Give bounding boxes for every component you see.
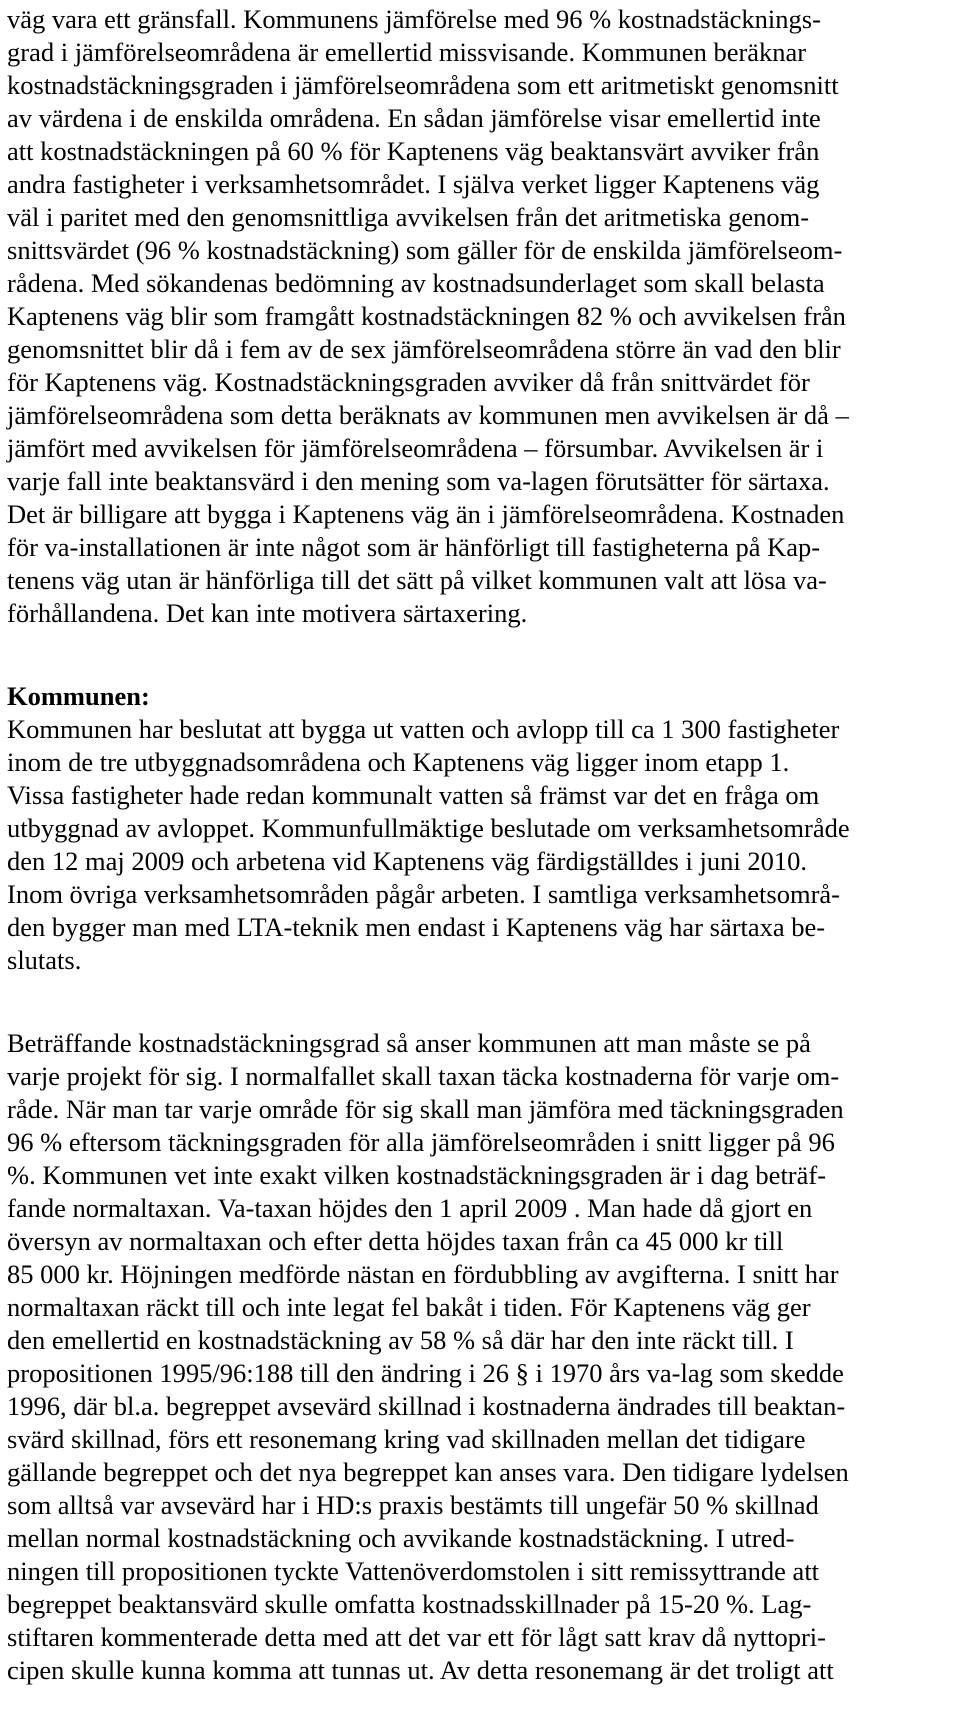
text-line: slutats. — [7, 945, 82, 975]
text-line: inom de tre utbyggnadsområdena och Kaptenens väg ligger inom etapp 1. — [7, 747, 790, 777]
text-line: utbyggnad av avloppet. Kommunfullmäktige beslutade om verksamhetsområde — [7, 813, 850, 843]
text-line: 85 000 kr. Höjningen medförde nästan en fördubbling av avgifterna. I snitt har — [7, 1259, 839, 1289]
text-line: som alltså var avsevärd har i HD:s praxis bestämts till ungefär 50 % skillnad — [7, 1490, 819, 1520]
text-line: ningen till propositionen tyckte Vattenöverdomstolen i sitt remissyttrande att — [7, 1556, 820, 1586]
text-line: Vissa fastigheter hade redan kommunalt vatten så främst var det en fråga om — [7, 780, 820, 810]
text-line: 1996, där bl.a. begreppet avsevärd skillnad i kostnaderna ändrades till beaktan- — [7, 1391, 846, 1421]
text-line: normaltaxan räckt till och inte legat fel bakåt i tiden. För Kaptenens väg ger — [7, 1292, 811, 1322]
text-line: av värdena i de enskilda områdena. En sådan jämförelse visar emellertid inte — [7, 103, 821, 133]
text-line: den bygger man med LTA-teknik men endast i Kaptenens väg har särtaxa be- — [7, 912, 826, 942]
text-line: jämfört med avvikelsen för jämförelseområdena – försumbar. Avvikelsen är i — [7, 433, 824, 463]
text-line: tenens väg utan är hänförliga till det sätt på vilket kommunen valt att lösa va- — [7, 565, 827, 595]
text-line: jämförelseområdena som detta beräknats av kommunen men avvikelsen är då – — [7, 400, 849, 430]
text-line: begreppet beaktansvärd skulle omfatta kostnadsskillnader på 15-20 %. Lag- — [7, 1589, 812, 1619]
text-line: att kostnadstäckningen på 60 % för Kaptenens väg beaktansvärt avviker från — [7, 136, 820, 166]
text-line: för va-installationen är inte något som är hänförligt till fastigheterna på Kap- — [7, 532, 821, 562]
section-heading: Kommunen: — [7, 681, 150, 711]
text-line: den 12 maj 2009 och arbetena vid Kaptenens väg färdigställdes i juni 2010. — [7, 846, 807, 876]
text-line: snittsvärdet (96 % kostnadstäckning) som gäller för de enskilda jämförelseom- — [7, 235, 843, 265]
text-line: väl i paritet med den genomsnittliga avvikelsen från det aritmetiska genom- — [7, 202, 810, 232]
text-line: rådena. Med sökandenas bedömning av kostnadsunderlaget som skall belasta — [7, 268, 825, 298]
text-line: mellan normal kostnadstäckning och avvikande kostnadstäckning. I utred- — [7, 1523, 795, 1553]
text-line: varje fall inte beaktansvärd i den mening som va-lagen förutsätter för särtaxa. — [7, 466, 830, 496]
text-line: propositionen 1995/96:188 till den ändring i 26 § i 1970 års va-lag som skedde — [7, 1358, 844, 1388]
text-line: råde. När man tar varje område för sig skall man jämföra med täckningsgraden — [7, 1094, 844, 1124]
text-line: förhållandena. Det kan inte motivera särtaxering. — [7, 598, 528, 628]
text-line: Det är billigare att bygga i Kaptenens väg än i jämförelseområdena. Kostnaden — [7, 499, 845, 529]
text-line: Kommunen har beslutat att bygga ut vatten och avlopp till ca 1 300 fastigheter — [7, 714, 840, 744]
text-line: kostnadstäckningsgraden i jämförelseområdena som ett aritmetiskt genomsnitt — [7, 70, 839, 100]
text-line: Beträffande kostnadstäckningsgrad så anser kommunen att man måste se på — [7, 1028, 811, 1058]
text-line: genomsnittet blir då i fem av de sex jämförelseområdena större än vad den blir — [7, 334, 841, 364]
text-line: 96 % eftersom täckningsgraden för alla jämförelseområden i snitt ligger på 96 — [7, 1127, 835, 1157]
text-line: stiftaren kommenterade detta med att det var ett för lågt satt krav då nyttopri- — [7, 1622, 826, 1652]
text-line: svärd skillnad, förs ett resonemang kring vad skillnaden mellan det tidigare — [7, 1424, 806, 1454]
text-line: fande normaltaxan. Va-taxan höjdes den 1 april 2009 . Man hade då gjort en — [7, 1193, 813, 1223]
text-line: den emellertid en kostnadstäckning av 58 % så där har den inte räckt till. I — [7, 1325, 794, 1355]
text-line: Kaptenens väg blir som framgått kostnadstäckningen 82 % och avvikelsen från — [7, 301, 846, 331]
text-line: översyn av normaltaxan och efter detta höjdes taxan från ca 45 000 kr till — [7, 1226, 784, 1256]
text-line: väg vara ett gränsfall. Kommunens jämförelse med 96 % kostnadstäcknings- — [7, 4, 821, 34]
text-line: andra fastigheter i verksamhetsområdet. I själva verket ligger Kaptenens väg — [7, 169, 820, 199]
text-line: cipen skulle kunna komma att tunnas ut. Av detta resonemang är det troligt att — [7, 1655, 834, 1685]
text-line: grad i jämförelseområdena är emellertid missvisande. Kommunen beräknar — [7, 37, 807, 67]
text-line: %. Kommunen vet inte exakt vilken kostnadstäckningsgraden är i dag beträf- — [7, 1160, 827, 1190]
text-line: för Kaptenens väg. Kostnadstäckningsgraden avviker då från snittvärdet för — [7, 367, 810, 397]
text-line: Inom övriga verksamhetsområden pågår arbeten. I samtliga verksamhetsområ- — [7, 879, 840, 909]
text-line: gällande begreppet och det nya begreppet kan anses vara. Den tidigare lydelsen — [7, 1457, 849, 1487]
text-line: varje projekt för sig. I normalfallet skall taxan täcka kostnaderna för varje om- — [7, 1061, 840, 1091]
